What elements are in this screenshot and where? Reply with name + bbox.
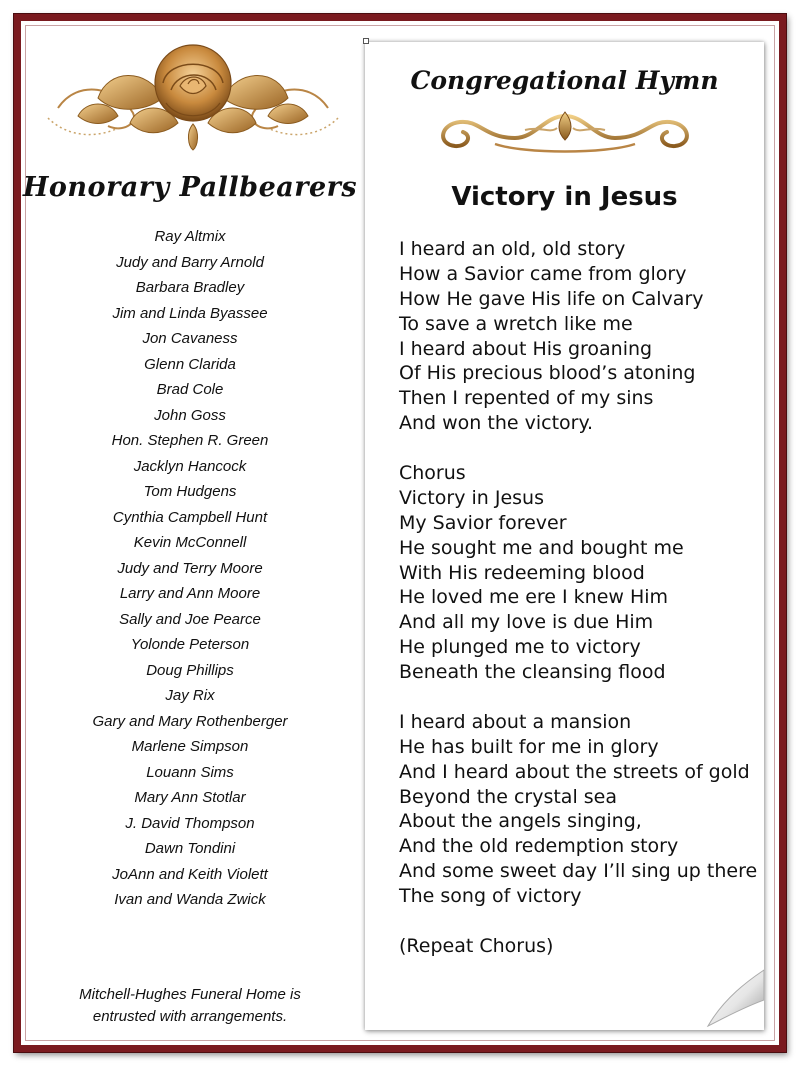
- pallbearer-name: Gary and Mary Rothenberger: [92, 712, 288, 730]
- lyric-line: To save a wretch like me: [399, 312, 633, 335]
- pallbearer-name: Jay Rix: [165, 687, 215, 704]
- lyric-stanza: [399, 461, 759, 685]
- lyric-line: He sought me and bought me: [399, 536, 684, 559]
- lyric-line: (Repeat Chorus): [399, 934, 554, 957]
- lyric-stanza: [399, 710, 759, 909]
- pallbearer-name: Judy and Barry Arnold: [116, 253, 264, 271]
- pallbearer-name: Jon Cavaness: [142, 330, 238, 347]
- hymn-page: [365, 42, 764, 1030]
- lyric-line: He has built for me in glory: [399, 735, 659, 758]
- lyric-line: Beneath the cleansing flood: [399, 661, 666, 684]
- hymn-title: Victory in Jesus: [451, 182, 678, 212]
- pallbearer-name: Kevin McConnell: [133, 534, 247, 551]
- pallbearers-column: [22, 22, 362, 1042]
- pallbearer-name: Mary Ann Stotlar: [134, 789, 246, 806]
- pallbearer-name: John Goss: [154, 406, 226, 424]
- lyric-line: My Savior forever: [399, 511, 567, 534]
- lyric-line: He loved me ere I knew Him: [399, 586, 669, 609]
- pallbearer-name: Louann Sims: [146, 763, 234, 781]
- page-curl-icon: [694, 960, 764, 1030]
- pallbearer-name: Hon. Stephen R. Green: [111, 432, 269, 449]
- lyric-line: I heard about a mansion: [399, 710, 632, 733]
- pallbearer-name: JoAnn and Keith Violett: [112, 865, 268, 883]
- lyric-line: He plunged me to victory: [399, 636, 641, 659]
- hymn-heading: Congregational Hymn: [410, 66, 719, 95]
- lyric-line: Beyond the crystal sea: [399, 785, 617, 808]
- scroll-flourish-icon: [425, 108, 705, 158]
- lyric-line: And some sweet day I’ll sing up there: [399, 860, 758, 883]
- lyric-line: With His redeeming blood: [399, 561, 645, 584]
- lyric-line: And all my love is due Him: [399, 611, 654, 634]
- lyric-line: Then I repented of my sins: [399, 387, 654, 410]
- lyric-line: Chorus: [399, 462, 466, 485]
- pallbearer-name: Ray Altmix: [154, 228, 226, 245]
- hymn-lyrics: [399, 237, 759, 984]
- pallbearer-name: Cynthia Campbell Hunt: [112, 508, 268, 526]
- lyric-line: And won the victory.: [399, 412, 594, 435]
- lyric-stanza: [399, 934, 759, 959]
- lyric-line: I heard an old, old story: [399, 238, 626, 260]
- pallbearer-name: Jacklyn Hancock: [133, 457, 247, 475]
- pallbearer-name: Brad Cole: [156, 381, 224, 398]
- lyric-line: And I heard about the streets of gold: [399, 760, 750, 783]
- pallbearer-name: Jim and Linda Byassee: [112, 304, 268, 322]
- page-marker: [363, 38, 369, 44]
- lyric-line: How He gave His life on Calvary: [399, 287, 704, 310]
- lyric-line: Of His precious blood’s atoning: [399, 362, 696, 385]
- funeral-home-note-line-2: entrusted with arrangements.: [92, 1008, 288, 1025]
- pallbearer-name: Ivan and Wanda Zwick: [114, 891, 266, 908]
- lyric-line: The song of victory: [399, 885, 582, 908]
- lyric-stanza: [399, 237, 759, 436]
- pallbearer-name: J. David Thompson: [125, 814, 255, 832]
- pallbearer-name: Tom Hudgens: [143, 483, 237, 500]
- pallbearer-name: Yolonde Peterson: [130, 636, 250, 653]
- lyric-line: And the old redemption story: [399, 835, 679, 858]
- pallbearer-name: Sally and Joe Pearce: [119, 610, 261, 628]
- pallbearer-name: Dawn Tondini: [144, 840, 236, 857]
- lyric-line: I heard about His groaning: [399, 337, 653, 360]
- pallbearer-name: Judy and Terry Moore: [117, 559, 263, 577]
- funeral-home-note-line-1: Mitchell-Hughes Funeral Home is: [79, 986, 301, 1003]
- pallbearer-name: Larry and Ann Moore: [119, 585, 261, 602]
- funeral-home-note: [22, 984, 358, 1028]
- lyric-line: How a Savior came from glory: [399, 262, 687, 285]
- pallbearer-name: Barbara Bradley: [135, 279, 245, 296]
- pallbearers-title: Honorary Pallbearers: [22, 172, 358, 203]
- pallbearer-name: Marlene Simpson: [131, 738, 249, 755]
- pallbearer-name: Glenn Clarida: [144, 355, 236, 373]
- pallbearer-name: Doug Phillips: [146, 661, 234, 679]
- lyric-line: Victory in Jesus: [399, 486, 544, 509]
- gold-rose-ornament-icon: [38, 28, 348, 158]
- lyric-line: About the angels singing,: [399, 810, 642, 833]
- pallbearers-list: [22, 224, 358, 913]
